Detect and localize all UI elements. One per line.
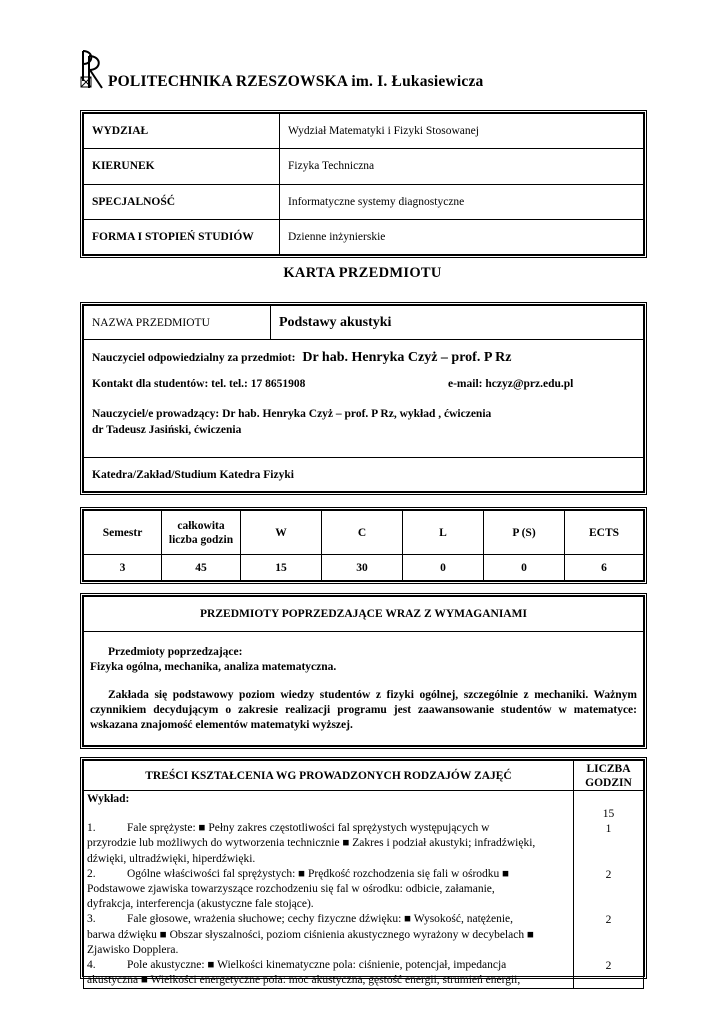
university-name: POLITECHNIKA RZESZOWSKA im. I. Łukasiewicza	[108, 73, 484, 90]
prerequisites-section	[80, 593, 647, 749]
subject-details	[84, 340, 644, 458]
item-line: przyrodzie lub możliwych do wytworzenia technicznie ■ Zakres i podział akustyki; infradźwięki,	[87, 837, 536, 850]
hours-value: 0	[484, 555, 565, 581]
item-number: 1.	[87, 822, 96, 835]
item-line: Ogólne właściwości fal sprężystych: ■ Prędkość rozchodzenia się fali w ośrodku ■	[127, 867, 510, 880]
lecturers-line-2: dr Tadeusz Jasiński, ćwiczenia	[92, 424, 242, 436]
item-number: 4.	[87, 959, 96, 972]
prereq-requirements: Zakłada się podstawowy poziom wiedzy studentów z fizyki ogólnej, szczególnie z mechaniki. Ważnym czynnikiem decydującym o zakresie realizacji programu jest zaawansowanie studentów w matematyce: wskazana znajomość elementów matematyki wyższej.	[90, 689, 637, 731]
item-line: akustyczna ■ Wielkości energetyczne pola: moc akustyczna, gęstość energii, strumień energii,	[87, 974, 521, 987]
hours-header: ECTS	[565, 511, 644, 555]
hours-header: L	[403, 511, 484, 555]
item-line: barwa dźwięku ■ Obszar słyszalności, poziom ciśnienia akustycznego wyrażony w decybelach ■	[87, 928, 534, 941]
prereq-body	[84, 632, 644, 746]
item-line: Fale sprężyste: ■ Pełny zakres częstotliwości fal sprężystych występujących w	[127, 822, 490, 835]
info-label: WYDZIAŁ	[84, 114, 280, 149]
department: Katedra/Zakład/Studium Katedra Fizyki	[84, 458, 644, 492]
list-item	[87, 867, 573, 913]
page-title: KARTA PRZEDMIOTU	[283, 265, 442, 281]
hours-value: 0	[403, 555, 484, 581]
info-row	[84, 184, 644, 219]
hours-header: Semestr	[84, 511, 162, 555]
faculty-info-table	[80, 110, 647, 258]
item-line: Zjawisko Dopplera.	[87, 943, 179, 956]
item-hours: 2	[605, 914, 612, 927]
list-item	[87, 912, 573, 958]
info-row	[84, 149, 644, 184]
content-lectures	[84, 791, 574, 989]
list-item	[87, 958, 573, 988]
content-hours-header: LICZBA GODZIN	[574, 761, 644, 791]
content-hours-column	[574, 791, 644, 989]
item-number: 2.	[87, 867, 96, 880]
hours-value: 6	[565, 555, 644, 581]
item-hours: 2	[605, 868, 612, 881]
list-item	[87, 821, 573, 867]
lecture-total-hours: 15	[602, 808, 615, 820]
item-line: Podstawowe zjawiska towarzyszące rozchodzeniu się fal w ośrodku: odbicie, załamanie,	[87, 883, 495, 896]
teacher-label: Nauczyciel odpowiedzialny za przedmiot:	[92, 352, 296, 364]
item-hours: 1	[605, 823, 612, 836]
info-value: Dzienne inżynierskie	[280, 219, 644, 254]
info-label: KIERUNEK	[84, 149, 280, 184]
hours-value: 15	[241, 555, 322, 581]
item-number: 3.	[87, 913, 96, 926]
subject-info-table	[80, 302, 647, 495]
hours-header: C	[322, 511, 403, 555]
hours-header: P (S)	[484, 511, 565, 555]
item-line: Fale głosowe, wrażenia słuchowe; cechy fizyczne dźwięku: ■ Wysokość, natężenie,	[127, 913, 514, 926]
info-label: FORMA I STOPIEŃ STUDIÓW	[84, 219, 280, 254]
hours-header: całkowita liczba godzin	[162, 511, 241, 555]
hours-value: 45	[162, 555, 241, 581]
content-title: TREŚCI KSZTAŁCENIA WG PROWADZONYCH RODZAJÓW ZAJĘĆ	[84, 761, 574, 791]
prereq-title: PRZEDMIOTY POPRZEDZAJĄCE WRAZ Z WYMAGANIAMI	[84, 597, 644, 632]
info-value: Wydział Matematyki i Fizyki Stosowanej	[280, 114, 644, 149]
contact-email: e-mail: hczyz@prz.edu.pl	[448, 378, 574, 390]
prereq-label: Przedmioty poprzedzające:	[108, 646, 243, 658]
subject-name-value: Podstawy akustyki	[271, 306, 644, 340]
info-value: Fizyka Techniczna	[280, 149, 644, 184]
prereq-list: Fizyka ogólna, mechanika, analiza matematyczna.	[90, 661, 337, 673]
item-hours: 2	[605, 959, 612, 972]
hours-value: 30	[322, 555, 403, 581]
info-label: SPECJALNOŚĆ	[84, 184, 280, 219]
info-value: Informatyczne systemy diagnostyczne	[280, 184, 644, 219]
hours-table	[80, 507, 647, 584]
lecturers-line-1: Nauczyciel/e prowadzący: Dr hab. Henryka Czyż – prof. P Rz, wykład , ćwiczenia	[92, 408, 492, 420]
teacher-value: Dr hab. Henryka Czyż – prof. P Rz	[302, 350, 512, 365]
university-logo	[80, 48, 106, 90]
info-row	[84, 219, 644, 254]
info-row	[84, 114, 644, 149]
hours-value: 3	[84, 555, 162, 581]
contact-phone: Kontakt dla studentów: tel. tel.: 17 8651908	[92, 378, 306, 390]
lecture-label: Wykład:	[87, 793, 130, 805]
course-content-table	[80, 757, 647, 987]
subject-name-label: NAZWA PRZEDMIOTU	[84, 306, 271, 340]
item-line: dyfrakcja, interferencja (akustyczne fale stojące).	[87, 898, 314, 911]
item-line: dźwięki, ultradźwięki, hiperdźwięki.	[87, 852, 256, 865]
hours-header: W	[241, 511, 322, 555]
item-line: Pole akustyczne: ■ Wielkości kinematyczne pola: ciśnienie, potencjał, impedancja	[127, 959, 507, 972]
